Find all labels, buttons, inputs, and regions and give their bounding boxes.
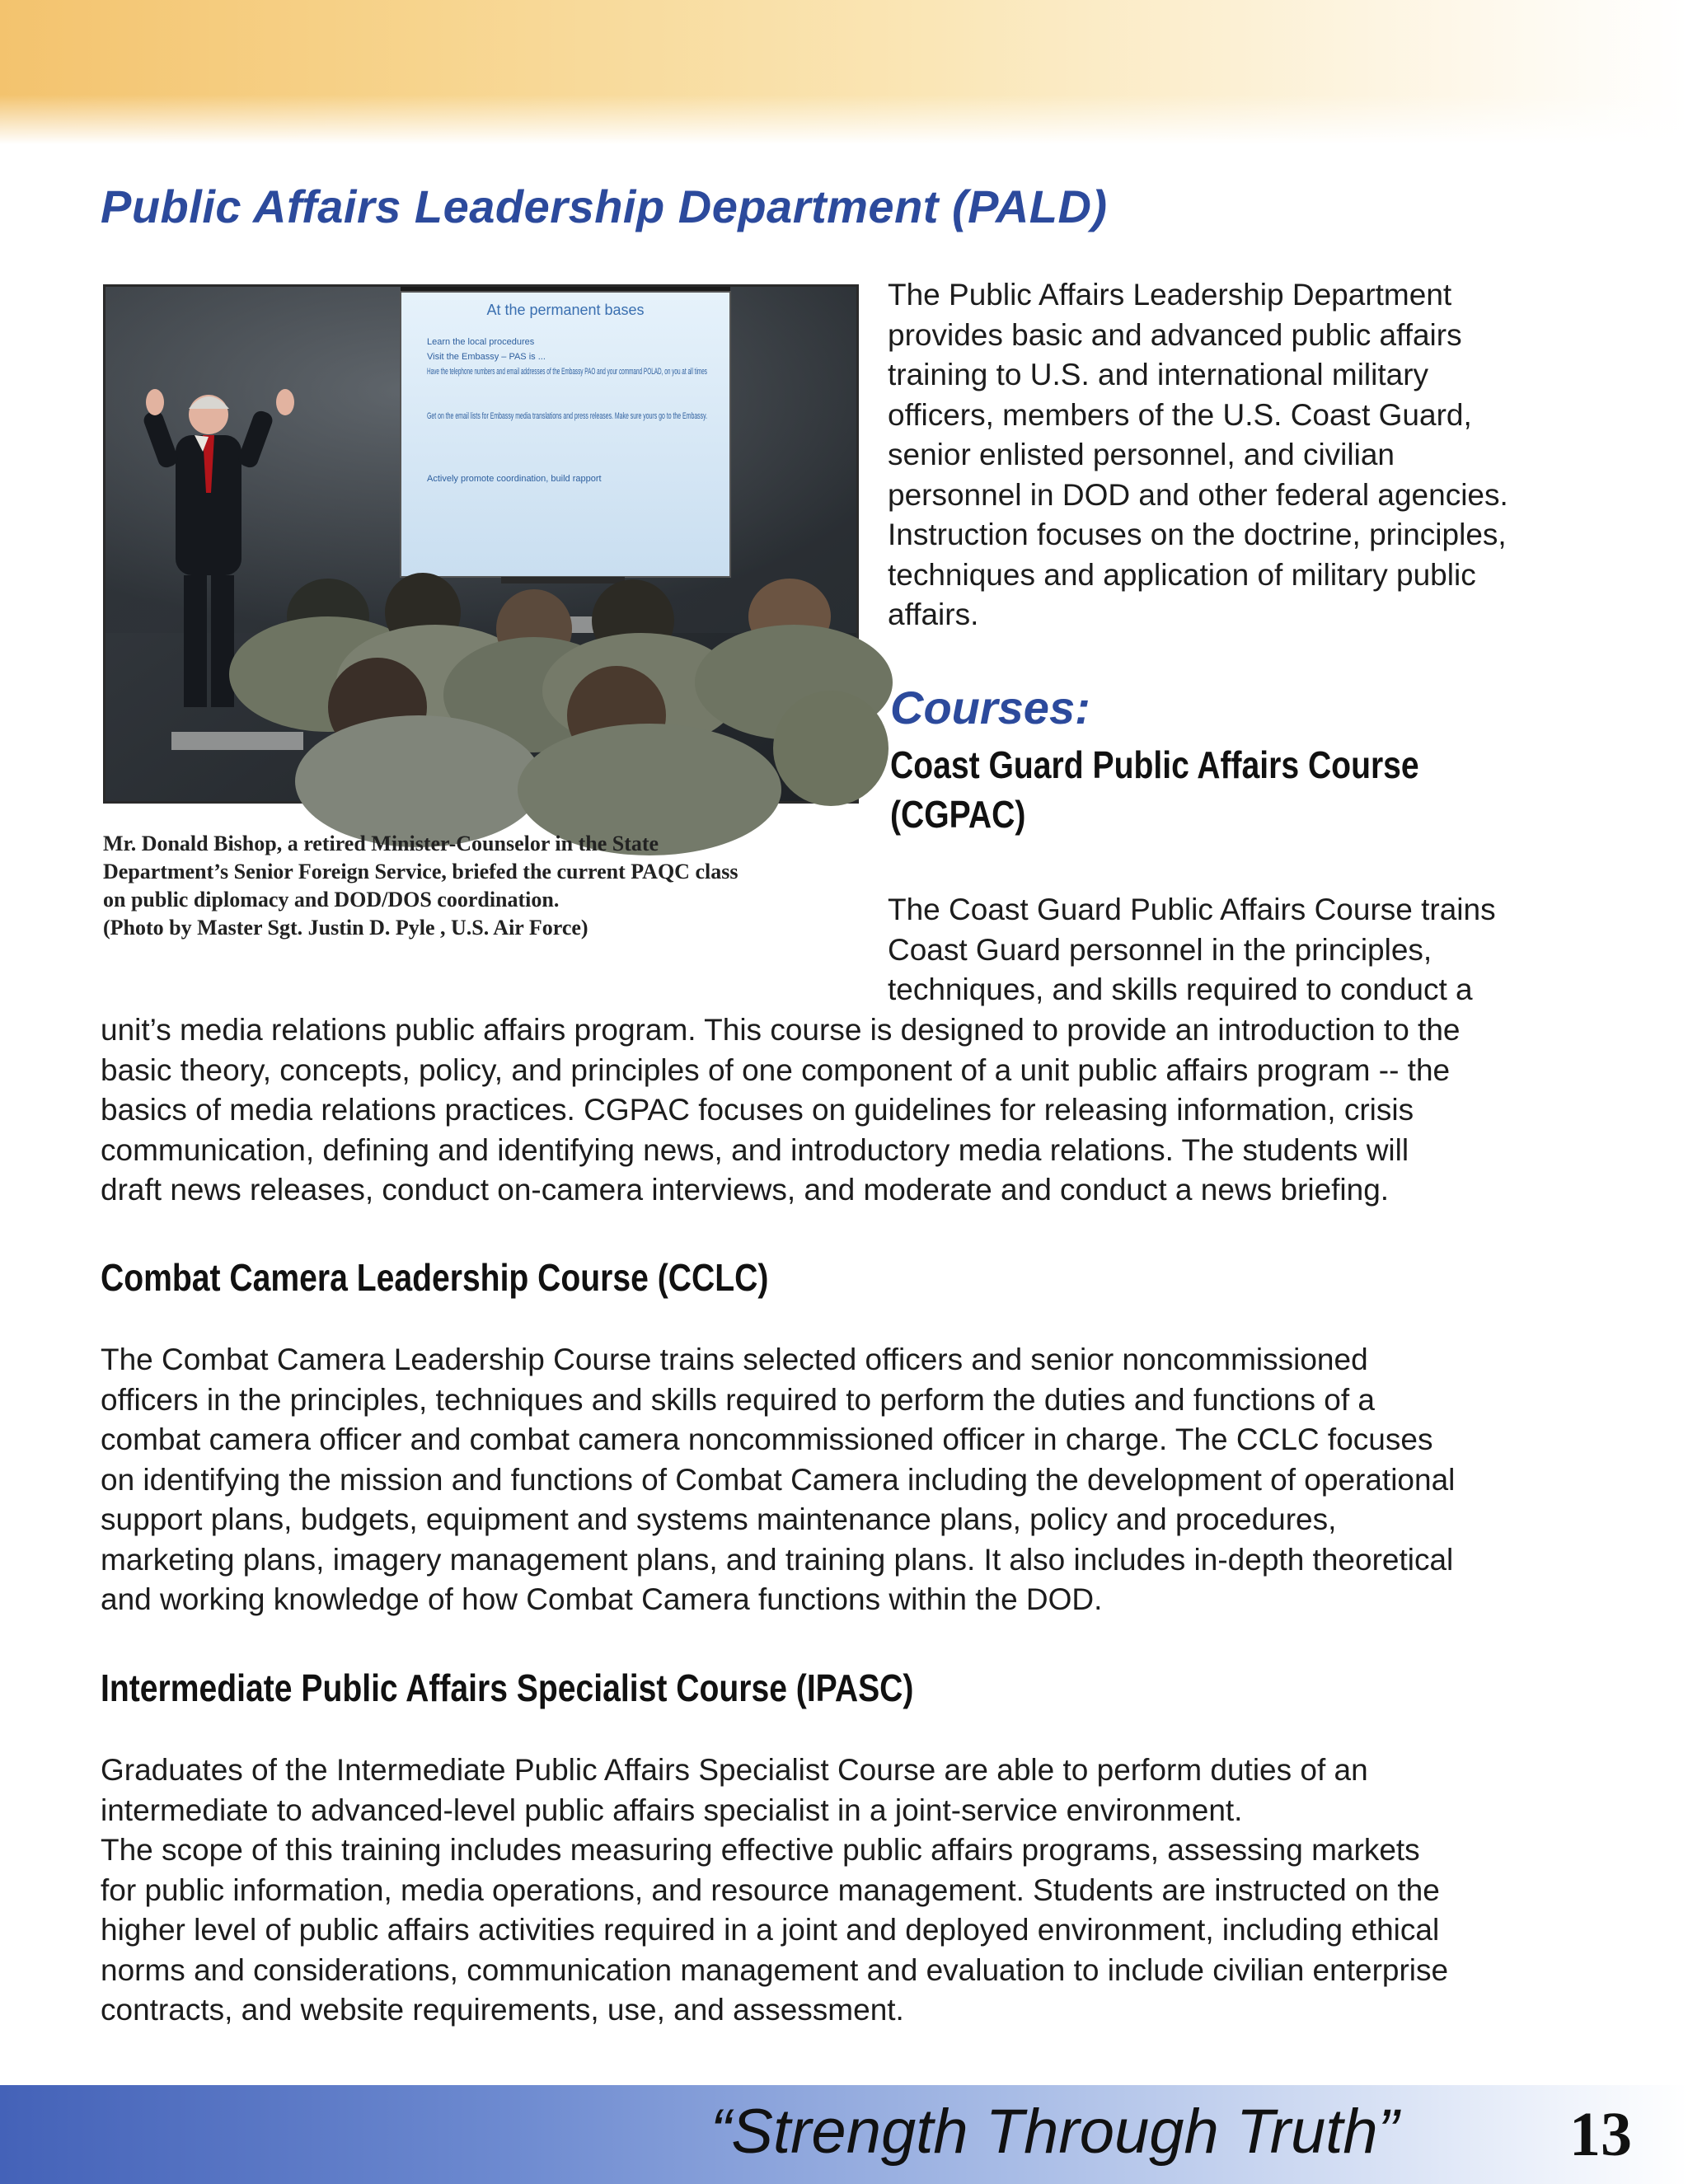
cgpac-line: The Coast Guard Public Affairs Course trains [888,893,1496,926]
cclc-line: support plans, budgets, equipment and systems maintenance plans, policy and procedures, [101,1502,1337,1536]
cgpac-line: draft news releases, conduct on-camera interviews, and moderate and conduct a news briefing. [101,1173,1390,1207]
cgpac-line: techniques, and skills required to conduct a [888,972,1473,1006]
intro-line: personnel in DOD and other federal agencies. [888,477,1508,512]
cgpac-line: Coast Guard personnel in the principles, [888,932,1432,967]
intro-line: Instruction focuses on the doctrine, principles, [888,518,1507,551]
classroom-photo-illustration [106,287,856,801]
intro-line: affairs. [888,598,979,631]
ipasc-line: The scope of this training includes measuring effective public affairs programs, assessing markets [101,1833,1420,1867]
cgpac-line: communication, defining and identifying news, and introductory media relations. The students will [101,1132,1409,1167]
page-title: Public Affairs Leadership Department (PALD) [101,180,1108,232]
cgpac-line: basic theory, concepts, policy, and principles of one component of a unit public affairs program -- the [101,1052,1451,1087]
ipasc-description [101,1750,1448,2031]
ipasc-heading [101,1663,1057,1713]
cgpac-description-wide [101,1010,1460,1211]
intro-line: The Public Affairs Leadership Department [888,278,1452,312]
cclc-line: The Combat Camera Leadership Course trains selected officers and senior noncommissioned [101,1343,1368,1376]
caption-line: on public diplomacy and DOD/DOS coordination. [103,888,560,912]
ipasc-line: contracts, and website requirements, use, and assessment. [101,1993,904,2027]
cgpac-heading [890,740,1512,839]
slide-bullet: Actively promote coordination, build rapport [427,474,602,484]
classroom-photo [103,284,859,804]
cclc-heading [101,1253,886,1302]
slide-bullet: Get on the email lists for Embassy media translations and press releases. Make sure yours go to the Embassy. [427,411,707,421]
cclc-description [101,1340,1455,1620]
ipasc-line: norms and considerations, communication management and evaluation to include civilian enterprise [101,1952,1449,1987]
page-number: 13 [1569,2100,1632,2169]
intro-line: senior enlisted personnel, and civilian [888,438,1395,471]
courses-heading: Courses: [890,682,1090,733]
slide-bullet: Learn the local procedures [427,337,535,347]
cgpac-line: basics of media relations practices. CGPAC focuses on guidelines for releasing information, crisis [101,1093,1414,1127]
cclc-line: officers in the principles, techniques and skills required to perform the duties and functions of a [101,1382,1375,1417]
ipasc-title: Intermediate Public Affairs Specialist Course (IPASC) [101,1666,914,1709]
cgpac-title-line: Coast Guard Public Affairs Course [890,743,1419,786]
photo-caption [103,830,845,942]
cclc-line: on identifying the mission and functions of Combat Camera including the development of operational [101,1462,1456,1497]
intro-line: techniques and application of military public [888,557,1476,592]
ipasc-line: Graduates of the Intermediate Public Affairs Specialist Course are able to perform duties of an [101,1753,1368,1787]
cclc-line: and working knowledge of how Combat Camera functions within the DOD. [101,1582,1103,1616]
cgpac-line: unit’s media relations public affairs program. This course is designed to provide an introduction to the [101,1013,1461,1047]
intro-line: officers, members of the U.S. Coast Guard, [888,397,1472,432]
ipasc-line: higher level of public affairs activities required in a joint and deployed environment, including ethical [101,1913,1440,1947]
cclc-title: Combat Camera Leadership Course (CCLC) [101,1256,769,1299]
caption-line: Mr. Donald Bishop, a retired Minister-Counselor in the State [103,832,659,855]
footer-motto: “Strength Through Truth” [710,2097,1399,2167]
ipasc-line: intermediate to advanced-level public affairs specialist in a joint-service environment. [101,1793,1243,1827]
slide-bullet: Visit the Embassy – PAS is ... [427,352,546,362]
intro-line: provides basic and advanced public affairs [888,317,1462,352]
ipasc-line: for public information, media operations, and resource management. Students are instructed on the [101,1872,1440,1907]
caption-line: (Photo by Master Sgt. Justin D. Pyle , U.S. Air Force) [103,916,588,940]
top-gradient-band [0,0,1688,144]
slide-bullet: Have the telephone numbers and email addresses of the Embassy PAO and your command POLAD, on you at all times [427,367,708,377]
cgpac-title-line: (CGPAC) [890,793,1026,836]
intro-line: training to U.S. and international military [888,358,1429,391]
cclc-line: marketing plans, imagery management plans, and training plans. It also includes in-depth theoretical [101,1542,1454,1577]
cgpac-description-narrow [888,890,1496,1010]
department-intro [888,275,1629,635]
cclc-line: combat camera officer and combat camera noncommissioned officer in charge. The CCLC focuses [101,1422,1433,1456]
caption-line: Department’s Senior Foreign Service, briefed the current PAQC class [103,860,738,883]
slide-title: At the permanent bases [486,302,645,318]
